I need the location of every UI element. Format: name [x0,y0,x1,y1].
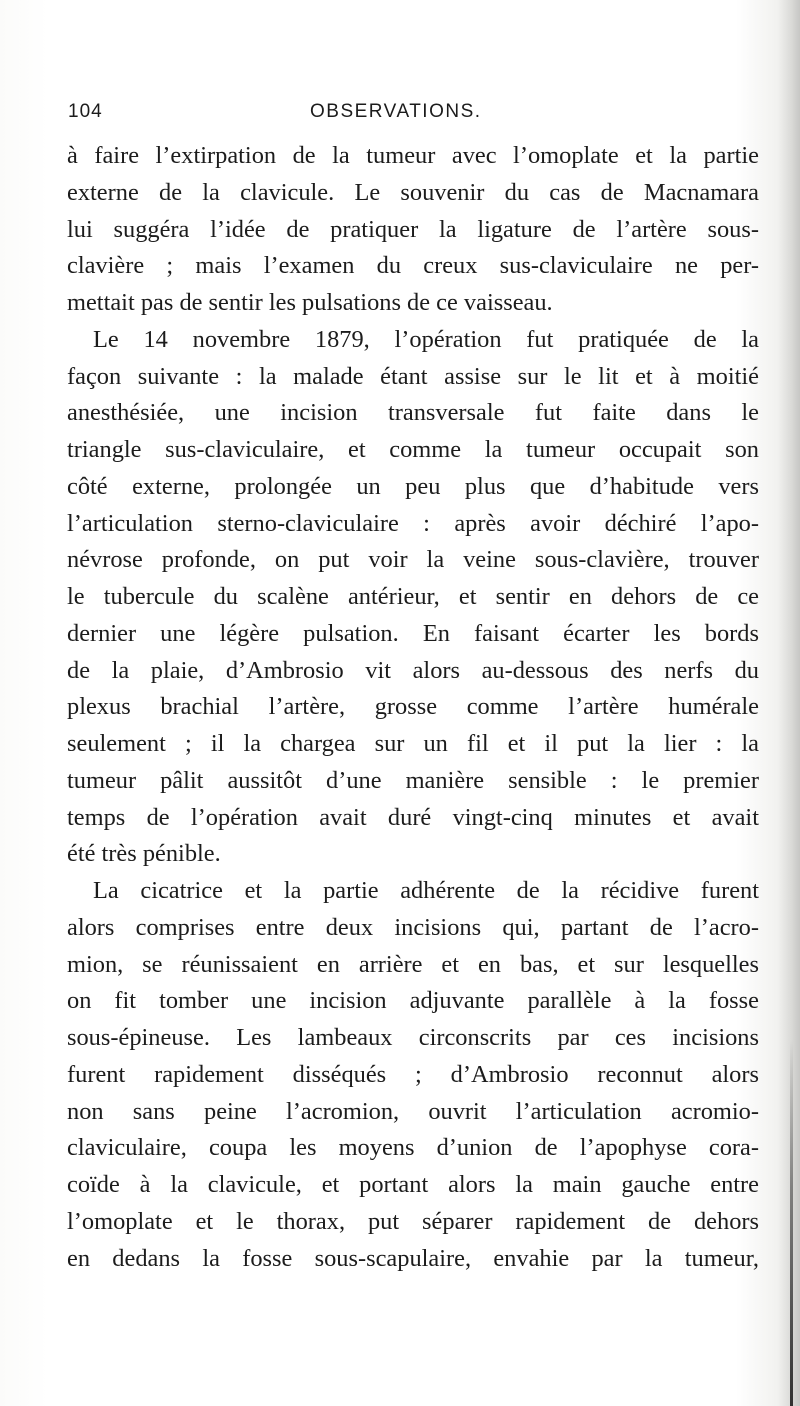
page-edge-shadow [778,0,800,1406]
text-line: dernier une légère pulsation. En faisant écarter les bords [67,619,759,647]
text-line: claviculaire, coupa les moyens d’union de l’apophyse cora- [67,1134,759,1162]
text-line: été très pénible. [67,840,221,868]
text-line: en dedans la fosse sous-scapulaire, envahie par la tumeur, [67,1244,759,1272]
text-line: mettait pas de sentir les pulsations de ce vaisseau. [67,289,553,316]
text-line: plexus brachial l’artère, grosse comme l’artère humérale [67,693,759,721]
text-line: temps de l’opération avait duré vingt-cinq minutes et avait [67,803,759,831]
page-edge-binding [790,1040,793,1406]
text-line: clavière ; mais l’examen du creux sus-claviculaire ne per- [67,252,759,280]
text-line: sous-épineuse. Les lambeaux circonscrits par ces incisions [67,1024,759,1051]
text-line: tumeur pâlit aussitôt d’une manière sensible : le premier [67,766,759,794]
text-line: lui suggéra l’idée de pratiquer la ligature de l’artère sous- [67,215,759,243]
text-line: l’articulation sterno-claviculaire : après avoir déchiré l’apo- [67,509,759,537]
text-line: de la plaie, d’Ambrosio vit alors au-dessous des nerfs du [67,656,759,684]
text-line: névrose profonde, on put voir la veine sous-clavière, trouver [67,546,759,574]
text-line: coïde à la clavicule, et portant alors la main gauche entre [67,1171,759,1198]
text-line: seulement ; il la chargea sur un fil et il put la lier : la [67,730,759,757]
text-line: à faire l’extirpation de la tumeur avec l’omoplate et la partie [67,142,759,169]
text-line: furent rapidement disséqués ; d’Ambrosio reconnut alors [67,1060,759,1088]
page-number: 104 [68,101,103,122]
text-line: le tubercule du scalène antérieur, et sentir en dehors de ce [67,583,759,610]
text-line: alors comprises entre deux incisions qui, partant de l’acro- [67,913,759,941]
text-line: La cicatrice et la partie adhérente de la récidive furent [93,877,759,904]
text-line: mion, se réunissaient en arrière et en bas, et sur lesquelles [67,950,759,978]
text-line: anesthésiée, une incision transversale fut faite dans le [67,399,759,427]
text-line: on fit tomber une incision adjuvante parallèle à la fosse [67,987,759,1015]
text-line: Le 14 novembre 1879, l’opération fut pratiquée de la [93,325,759,353]
text-line: façon suivante : la malade étant assise sur le lit et à moitié [67,362,759,390]
text-line: triangle sus-claviculaire, et comme la tumeur occupait son [67,436,759,463]
text-line: côté externe, prolongée un peu plus que d’habitude vers [67,472,759,500]
text-line: externe de la clavicule. Le souvenir du cas de Macnamara [67,178,759,206]
text-line: non sans peine l’acromion, ouvrit l’articulation acromio- [67,1097,759,1125]
running-head [68,101,780,129]
running-head-title: OBSERVATIONS. [310,101,482,122]
text-line: l’omoplate et le thorax, put séparer rapidement de dehors [67,1207,759,1235]
body-text [67,138,759,1277]
